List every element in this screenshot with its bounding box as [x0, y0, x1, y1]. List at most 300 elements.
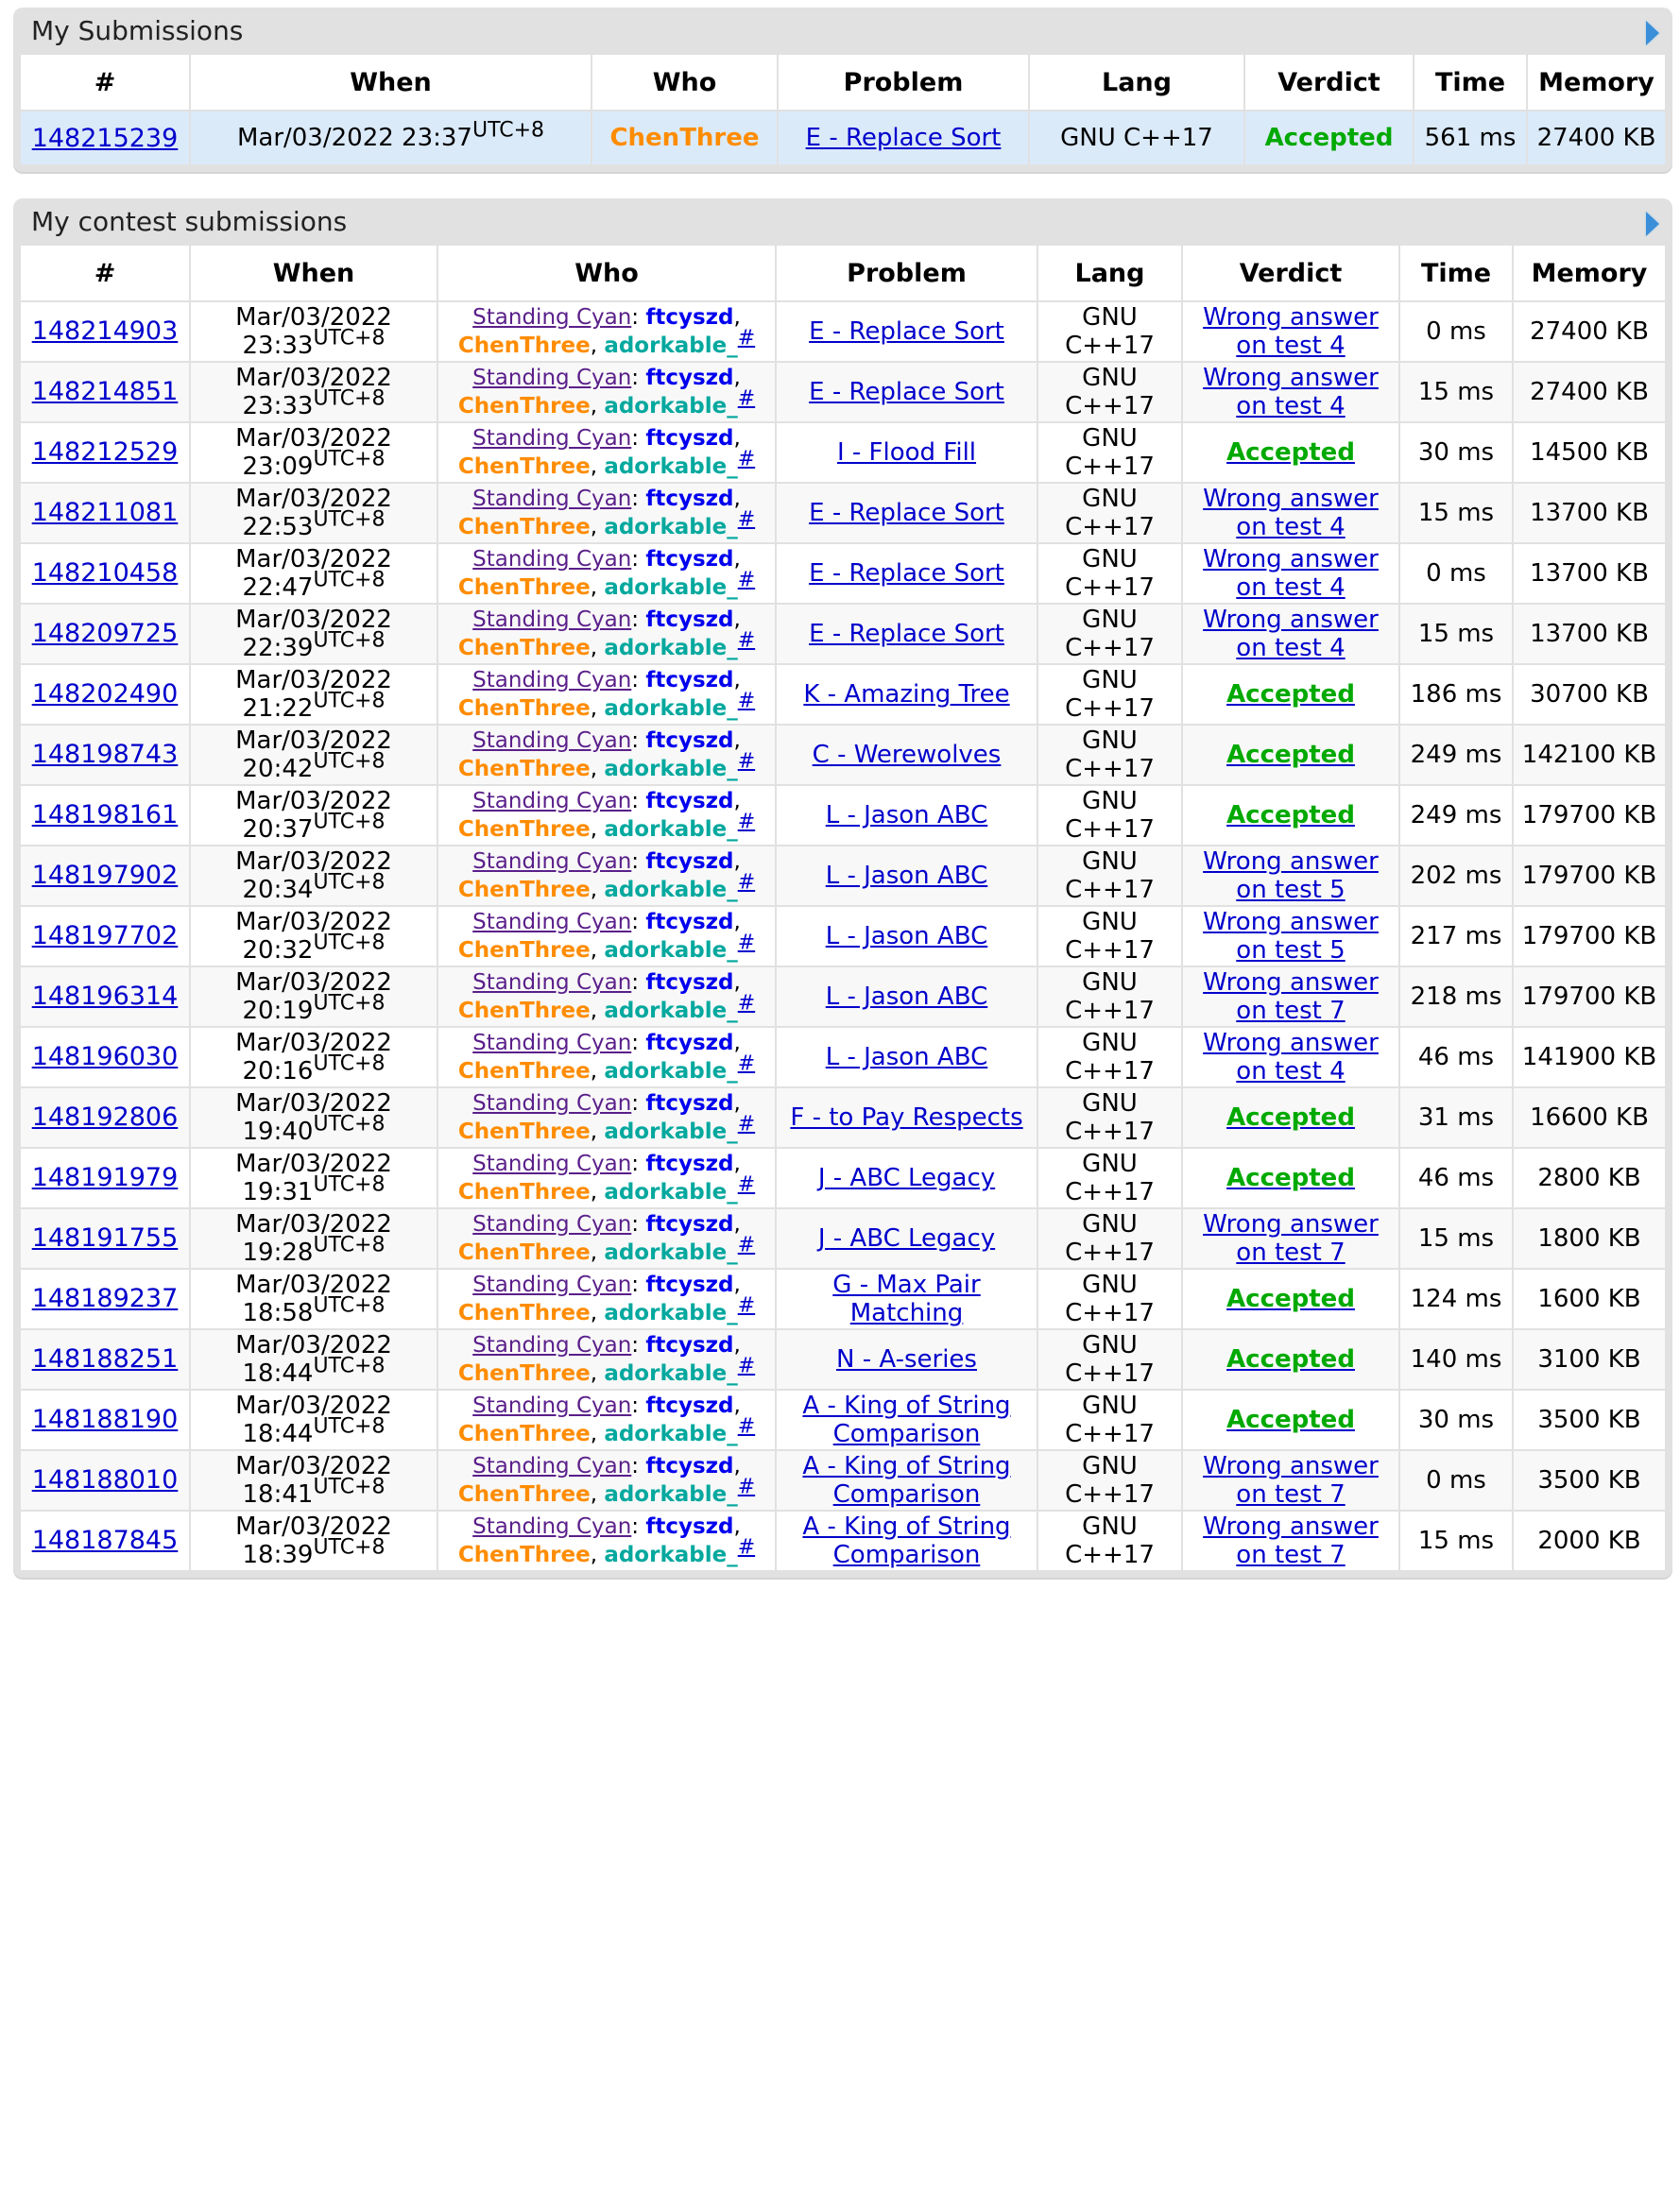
problem-link[interactable]: G - Max Pair Matching	[832, 1271, 981, 1327]
when-cell	[190, 966, 437, 1027]
problem-link[interactable]: I - Flood Fill	[836, 438, 977, 467]
verdict-accepted-link[interactable]	[1226, 438, 1355, 467]
verdict-accepted-link[interactable]	[1226, 1285, 1355, 1313]
problem-link[interactable]: J - ABC Legacy	[817, 1224, 996, 1253]
verdict-wrong-answer-link[interactable]	[1203, 968, 1379, 1025]
problem-link[interactable]: E - Replace Sort	[805, 124, 1002, 152]
time-cell: 0 ms	[1399, 543, 1513, 604]
member-handle[interactable]: ChenThree	[457, 1482, 591, 1507]
lang-name: GNU	[1082, 1513, 1138, 1541]
timezone-label: UTC+8	[313, 810, 386, 834]
member-handle[interactable]: ChenThree	[457, 1361, 591, 1386]
submission-time-of-day: 18:41	[242, 1480, 314, 1509]
member-handle[interactable]: adorkable_	[604, 1482, 738, 1507]
party-hash-link[interactable]: #	[737, 1535, 756, 1560]
problem-cell	[776, 725, 1037, 785]
member-handle[interactable]: ftcyszd	[645, 1091, 734, 1116]
time-cell: 202 ms	[1399, 846, 1513, 906]
team-colon: :	[631, 487, 646, 511]
problem-link[interactable]: L - Jason ABC	[825, 922, 988, 950]
member-handle[interactable]: ChenThree	[457, 1059, 591, 1084]
member-handle[interactable]: ChenThree	[457, 999, 591, 1023]
submission-time-of-day: 22:39	[242, 634, 314, 662]
separator-comma: ,	[733, 1514, 741, 1539]
team-link[interactable]: Standing Cyan	[472, 1091, 632, 1116]
team-link[interactable]: Standing Cyan	[472, 1393, 632, 1418]
verdict-text: Accepted	[1226, 1345, 1355, 1374]
submission-date: Mar/03/2022	[235, 1513, 392, 1541]
submission-id-link[interactable]: 148214903	[31, 316, 179, 346]
party-hash-link[interactable]: #	[737, 689, 756, 713]
member-handle[interactable]: adorkable_	[604, 454, 738, 479]
member-handle[interactable]: ftcyszd	[645, 426, 734, 451]
party-hash-link[interactable]: #	[737, 1293, 756, 1318]
submission-id-link[interactable]: 148189237	[31, 1284, 179, 1313]
problem-link[interactable]: N - A-series	[836, 1345, 977, 1374]
verdict-wrong-answer-link[interactable]	[1203, 1029, 1379, 1085]
member-handle[interactable]: ftcyszd	[645, 305, 734, 330]
verdict-wrong-answer-link[interactable]	[1203, 303, 1379, 360]
submission-id-link[interactable]: 148196314	[31, 982, 179, 1011]
column-header-problem[interactable]: Problem	[776, 245, 1037, 301]
member-handle[interactable]: ftcyszd	[645, 547, 734, 572]
member-handle[interactable]: adorkable_	[604, 757, 738, 781]
submission-id-link[interactable]: 148212529	[31, 437, 179, 467]
team-link[interactable]: Standing Cyan	[472, 1454, 632, 1479]
table-row	[20, 1148, 1666, 1208]
member-handle[interactable]: ChenThree	[457, 938, 591, 963]
team-colon: :	[631, 668, 646, 692]
member-handle[interactable]: ChenThree	[457, 878, 591, 902]
member-handle[interactable]: adorkable_	[604, 696, 738, 721]
separator-comma: ,	[590, 1240, 605, 1265]
member-handle[interactable]: adorkable_	[604, 1301, 738, 1325]
memory-cell: 1600 KB	[1513, 1269, 1666, 1329]
problem-link[interactable]: L - Jason ABC	[825, 862, 988, 890]
lang-version: C++17	[1065, 1239, 1155, 1267]
verdict-wrong-answer-link[interactable]	[1203, 1513, 1379, 1569]
submission-id-link[interactable]: 148210458	[31, 558, 179, 588]
team-link[interactable]: Standing Cyan	[472, 366, 632, 390]
member-handle[interactable]: ChenThree	[457, 1120, 591, 1144]
member-handle[interactable]: adorkable_	[604, 878, 738, 902]
submission-time-of-day: 19:40	[242, 1118, 314, 1146]
lang-version: C++17	[1065, 815, 1155, 844]
member-handle[interactable]: ftcyszd	[645, 668, 734, 692]
problem-link[interactable]: L - Jason ABC	[825, 983, 988, 1011]
timezone-label: UTC+8	[313, 1172, 386, 1197]
member-handle[interactable]: adorkable_	[604, 1422, 738, 1446]
author-handle[interactable]: ChenThree	[609, 124, 760, 152]
member-handle[interactable]: ftcyszd	[645, 1393, 734, 1418]
verdict-text: Wrong answer	[1203, 606, 1379, 634]
separator-comma: ,	[590, 817, 605, 842]
member-handle[interactable]: adorkable_	[604, 817, 738, 842]
expand-arrow-icon[interactable]	[1646, 212, 1659, 236]
lang-version: C++17	[1065, 1057, 1155, 1085]
submission-id-link[interactable]: 148188190	[31, 1405, 179, 1434]
submission-time-of-day: 18:39	[242, 1541, 314, 1569]
timezone-label: UTC+8	[313, 628, 386, 653]
problem-link[interactable]: K - Amazing Tree	[803, 680, 1010, 709]
verdict-cell	[1182, 725, 1399, 785]
member-handle[interactable]: adorkable_	[604, 333, 738, 358]
member-handle[interactable]: ftcyszd	[645, 970, 734, 995]
separator-comma: ,	[733, 849, 741, 874]
table-header-row	[20, 54, 1666, 111]
column-header-id[interactable]: #	[20, 245, 190, 301]
verdict-text: Accepted	[1226, 801, 1355, 829]
who-cell	[437, 785, 776, 846]
party-hash-link[interactable]: #	[737, 1112, 756, 1137]
problem-link[interactable]: E - Replace Sort	[809, 499, 1004, 527]
column-header-when[interactable]: When	[190, 245, 437, 301]
time-cell: 124 ms	[1399, 1269, 1513, 1329]
verdict-cell	[1182, 1329, 1399, 1390]
submission-id-link[interactable]: 148191755	[31, 1223, 179, 1253]
separator-comma: ,	[733, 910, 741, 934]
verdict-wrong-answer-link[interactable]	[1203, 485, 1379, 541]
table-row	[20, 1087, 1666, 1148]
member-handle[interactable]: ftcyszd	[645, 1333, 734, 1358]
lang-name: GNU	[1082, 968, 1138, 997]
column-header-lang[interactable]: Lang	[1029, 54, 1244, 111]
member-handle[interactable]: adorkable_	[604, 938, 738, 963]
member-handle[interactable]: adorkable_	[604, 1543, 738, 1567]
memory-cell: 179700 KB	[1513, 966, 1666, 1027]
problem-link[interactable]: E - Replace Sort	[809, 317, 1004, 346]
separator-comma: ,	[590, 333, 605, 358]
verdict-wrong-answer-link[interactable]	[1203, 1210, 1379, 1267]
party-hash-link[interactable]: #	[737, 810, 756, 834]
member-handle[interactable]: ChenThree	[457, 575, 591, 600]
member-handle[interactable]: adorkable_	[604, 1059, 738, 1084]
submission-id-link[interactable]: 148188251	[31, 1344, 179, 1374]
timezone-label: UTC+8	[313, 749, 386, 774]
column-header-memory[interactable]: Memory	[1513, 245, 1666, 301]
separator-comma: ,	[733, 607, 741, 632]
submission-id-link[interactable]: 148197902	[31, 861, 179, 890]
verdict-wrong-answer-link[interactable]	[1203, 1452, 1379, 1509]
table-header-row	[20, 245, 1666, 301]
member-handle[interactable]: adorkable_	[604, 1120, 738, 1144]
member-handle[interactable]: ftcyszd	[645, 487, 734, 511]
verdict-cell	[1182, 1269, 1399, 1329]
column-header-lang[interactable]: Lang	[1037, 245, 1182, 301]
verdict-cell	[1182, 1208, 1399, 1269]
separator-comma: ,	[590, 636, 605, 660]
team-link[interactable]: Standing Cyan	[472, 970, 632, 995]
time-cell: 0 ms	[1399, 1450, 1513, 1511]
verdict-accepted-link[interactable]	[1226, 1103, 1355, 1132]
problem-cell	[776, 1511, 1037, 1571]
submission-date: Mar/03/2022	[235, 303, 392, 332]
member-handle[interactable]: ftcyszd	[645, 910, 734, 934]
problem-link[interactable]: E - Replace Sort	[809, 378, 1004, 406]
party-hash-link[interactable]: #	[737, 1354, 756, 1378]
member-handle[interactable]: adorkable_	[604, 999, 738, 1023]
verdict-wrong-answer-link[interactable]	[1203, 364, 1379, 420]
lang-name: GNU	[1082, 666, 1138, 694]
verdict-cell	[1182, 1087, 1399, 1148]
submission-id-link[interactable]: 148197702	[31, 921, 179, 950]
team-colon: :	[631, 607, 646, 632]
party-hash-link[interactable]: #	[737, 628, 756, 653]
submission-time-of-day: 20:42	[242, 755, 314, 783]
member-handle[interactable]: adorkable_	[604, 575, 738, 600]
lang-name: GNU	[1082, 847, 1138, 876]
member-handle[interactable]: ftcyszd	[645, 1454, 734, 1479]
when-cell	[190, 604, 437, 664]
party-hash-link[interactable]: #	[737, 870, 756, 895]
table-row	[20, 1450, 1666, 1511]
lang-cell	[1037, 1269, 1182, 1329]
submission-id-cell	[20, 1087, 190, 1148]
column-header-verdict[interactable]: Verdict	[1182, 245, 1399, 301]
problem-link[interactable]: C - Werewolves	[812, 741, 1002, 769]
separator-comma: ,	[733, 970, 741, 995]
separator-comma: ,	[590, 1422, 605, 1446]
team-link[interactable]: Standing Cyan	[472, 426, 632, 451]
verdict-accepted-link[interactable]	[1226, 1406, 1355, 1434]
member-handle[interactable]: ftcyszd	[645, 728, 734, 753]
problem-link[interactable]: L - Jason ABC	[825, 1043, 988, 1071]
problem-cell	[776, 362, 1037, 422]
verdict-accepted-link[interactable]	[1226, 801, 1355, 829]
separator-comma: ,	[733, 789, 741, 813]
team-link[interactable]: Standing Cyan	[472, 910, 632, 934]
separator-comma: ,	[733, 728, 741, 753]
submission-id-link[interactable]: 148215239	[31, 123, 179, 153]
time-cell: 561 ms	[1414, 111, 1527, 165]
submission-id-link[interactable]: 148198161	[31, 800, 179, 829]
memory-cell: 3500 KB	[1513, 1450, 1666, 1511]
member-handle[interactable]: adorkable_	[604, 394, 738, 419]
party-hash-link[interactable]: #	[737, 326, 756, 350]
member-handle[interactable]: ftcyszd	[645, 1031, 734, 1055]
submission-id-link[interactable]: 148211081	[31, 498, 179, 527]
contest-submissions-body	[20, 301, 1666, 1571]
verdict-accepted-link[interactable]	[1226, 1164, 1355, 1192]
submission-id-link[interactable]: 148188010	[31, 1465, 179, 1495]
member-handle[interactable]: ftcyszd	[645, 1514, 734, 1539]
column-header-who[interactable]: Who	[591, 54, 778, 111]
submission-id-link[interactable]: 148192806	[31, 1103, 179, 1132]
timezone-label: UTC+8	[313, 1535, 386, 1560]
member-handle[interactable]: ftcyszd	[645, 607, 734, 632]
submission-id-cell	[20, 1269, 190, 1329]
submission-date: Mar/03/2022	[235, 1392, 392, 1420]
team-link[interactable]: Standing Cyan	[472, 1152, 632, 1176]
submission-id-link[interactable]: 148214851	[31, 377, 179, 406]
column-header-time[interactable]: Time	[1399, 245, 1513, 301]
submission-id-cell	[20, 1027, 190, 1087]
problem-link[interactable]: F - to Pay Respects	[790, 1103, 1023, 1132]
problem-link[interactable]: E - Replace Sort	[809, 559, 1004, 588]
member-handle[interactable]: ftcyszd	[645, 849, 734, 874]
party-hash-link[interactable]: #	[737, 447, 756, 471]
verdict-text: Wrong answer	[1203, 303, 1379, 332]
lang-cell: GNU C++17	[1029, 111, 1244, 165]
column-header-id[interactable]: #	[20, 54, 190, 111]
column-header-problem[interactable]: Problem	[778, 54, 1029, 111]
lang-name: GNU	[1082, 364, 1138, 392]
team-link[interactable]: Standing Cyan	[472, 1514, 632, 1539]
team-colon: :	[631, 547, 646, 572]
member-handle[interactable]: ChenThree	[457, 1422, 591, 1446]
submission-date: Mar/03/2022	[235, 666, 392, 694]
verdict-wrong-answer-link[interactable]	[1203, 606, 1379, 662]
submission-id-link[interactable]: 148202490	[31, 679, 179, 709]
team-colon: :	[631, 426, 646, 451]
when-cell	[190, 483, 437, 543]
verdict-wrong-answer-link[interactable]	[1203, 545, 1379, 602]
lang-cell	[1037, 1027, 1182, 1087]
separator-comma: ,	[733, 668, 741, 692]
team-link[interactable]: Standing Cyan	[472, 547, 632, 572]
lang-name: GNU	[1082, 1271, 1138, 1299]
column-header-time[interactable]: Time	[1414, 54, 1527, 111]
separator-comma: ,	[590, 575, 605, 600]
member-handle[interactable]: ftcyszd	[645, 1273, 734, 1297]
submission-id-link[interactable]: 148191979	[31, 1163, 179, 1192]
submission-id-link[interactable]: 148196030	[31, 1042, 179, 1071]
table-row	[20, 1269, 1666, 1329]
verdict-text: Accepted	[1226, 1164, 1355, 1192]
party-hash-link[interactable]: #	[737, 1172, 756, 1197]
party-hash-link[interactable]: #	[737, 1414, 756, 1439]
member-handle[interactable]: ChenThree	[457, 1301, 591, 1325]
team-link[interactable]: Standing Cyan	[472, 789, 632, 813]
team-link[interactable]: Standing Cyan	[472, 1031, 632, 1055]
team-link[interactable]: Standing Cyan	[472, 607, 632, 632]
party-hash-link[interactable]: #	[737, 749, 756, 774]
member-handle[interactable]: adorkable_	[604, 1361, 738, 1386]
column-header-verdict[interactable]: Verdict	[1244, 54, 1414, 111]
verdict-accepted-link[interactable]	[1226, 680, 1355, 709]
submission-id-link[interactable]: 148187845	[31, 1526, 179, 1555]
timezone-label: UTC+8	[313, 991, 386, 1016]
lang-cell	[1037, 422, 1182, 483]
column-header-memory[interactable]: Memory	[1527, 54, 1666, 111]
verdict-wrong-answer-link[interactable]	[1203, 847, 1379, 904]
member-handle[interactable]: ChenThree	[457, 454, 591, 479]
member-handle[interactable]: ChenThree	[457, 696, 591, 721]
submission-time-of-day: 18:58	[242, 1299, 314, 1327]
separator-comma: ,	[733, 487, 741, 511]
problem-link[interactable]: L - Jason ABC	[825, 801, 988, 829]
separator-comma: ,	[733, 1212, 741, 1237]
lang-name: GNU	[1082, 545, 1138, 573]
table-row	[20, 966, 1666, 1027]
team-link[interactable]: Standing Cyan	[472, 1212, 632, 1237]
submission-date: Mar/03/2022	[235, 1029, 392, 1057]
team-link[interactable]: Standing Cyan	[472, 849, 632, 874]
member-handle[interactable]: adorkable_	[604, 1240, 738, 1265]
contest-submissions-title	[19, 198, 1667, 244]
memory-cell: 13700 KB	[1513, 543, 1666, 604]
problem-link[interactable]: J - ABC Legacy	[817, 1164, 996, 1192]
party-hash-link[interactable]: #	[737, 386, 756, 411]
verdict-wrong-answer-link[interactable]	[1203, 908, 1379, 965]
member-handle[interactable]: ChenThree	[457, 1240, 591, 1265]
expand-arrow-icon[interactable]	[1646, 21, 1659, 45]
team-colon: :	[631, 910, 646, 934]
member-handle[interactable]: ftcyszd	[645, 789, 734, 813]
problem-link[interactable]: E - Replace Sort	[809, 620, 1004, 648]
team-link[interactable]: Standing Cyan	[472, 305, 632, 330]
member-handle[interactable]: ftcyszd	[645, 366, 734, 390]
member-handle[interactable]: adorkable_	[604, 636, 738, 660]
problem-link[interactable]: A - King of String Comparison	[802, 1392, 1011, 1448]
who-cell	[437, 543, 776, 604]
party-hash-link[interactable]: #	[737, 991, 756, 1016]
column-header-who[interactable]: Who	[437, 245, 776, 301]
memory-cell: 179700 KB	[1513, 906, 1666, 966]
who-cell	[437, 1148, 776, 1208]
member-handle[interactable]: ChenThree	[457, 1180, 591, 1205]
team-link[interactable]: Standing Cyan	[472, 1333, 632, 1358]
column-header-when[interactable]: When	[190, 54, 591, 111]
member-handle[interactable]: ftcyszd	[645, 1152, 734, 1176]
timezone-label: UTC+8	[313, 568, 386, 592]
member-handle[interactable]: ChenThree	[457, 757, 591, 781]
lang-name: GNU	[1082, 485, 1138, 513]
submission-id-link[interactable]: 148198743	[31, 740, 179, 769]
lang-name: GNU	[1082, 787, 1138, 815]
team-link[interactable]: Standing Cyan	[472, 728, 632, 753]
team-link[interactable]: Standing Cyan	[472, 668, 632, 692]
separator-comma: ,	[590, 757, 605, 781]
submission-time-of-day: 22:53	[242, 513, 314, 541]
party-hash-link[interactable]: #	[737, 507, 756, 532]
party-hash-link[interactable]: #	[737, 931, 756, 955]
problem-cell	[776, 1329, 1037, 1390]
lang-cell	[1037, 846, 1182, 906]
separator-comma: ,	[590, 1482, 605, 1507]
team-link[interactable]: Standing Cyan	[472, 487, 632, 511]
submission-id-cell	[20, 966, 190, 1027]
verdict-accepted-link[interactable]	[1226, 741, 1355, 769]
problem-link[interactable]: A - King of String Comparison	[802, 1513, 1011, 1569]
member-handle[interactable]: ChenThree	[457, 394, 591, 419]
submission-id-link[interactable]: 148209725	[31, 619, 179, 648]
submission-datetime: Mar/03/2022 23:37	[236, 124, 472, 152]
when-cell	[190, 1511, 437, 1571]
verdict-accepted-link[interactable]	[1226, 1345, 1355, 1374]
team-colon: :	[631, 366, 646, 390]
member-handle[interactable]: ChenThree	[457, 333, 591, 358]
memory-cell: 16600 KB	[1513, 1087, 1666, 1148]
member-handle[interactable]: adorkable_	[604, 515, 738, 539]
member-handle[interactable]: ftcyszd	[645, 1212, 734, 1237]
party-hash-link[interactable]: #	[737, 568, 756, 592]
party-hash-link[interactable]: #	[737, 1475, 756, 1499]
member-handle[interactable]: ChenThree	[457, 817, 591, 842]
party-hash-link[interactable]: #	[737, 1233, 756, 1257]
separator-comma: ,	[733, 1333, 741, 1358]
party-hash-link[interactable]: #	[737, 1051, 756, 1076]
team-colon: :	[631, 1454, 646, 1479]
member-handle[interactable]: ChenThree	[457, 515, 591, 539]
member-handle[interactable]: ChenThree	[457, 636, 591, 660]
member-handle[interactable]: ChenThree	[457, 1543, 591, 1567]
problem-cell	[776, 906, 1037, 966]
problem-link[interactable]: A - King of String Comparison	[802, 1452, 1011, 1509]
submission-id-cell	[20, 1208, 190, 1269]
member-handle[interactable]: adorkable_	[604, 1180, 738, 1205]
team-link[interactable]: Standing Cyan	[472, 1273, 632, 1297]
